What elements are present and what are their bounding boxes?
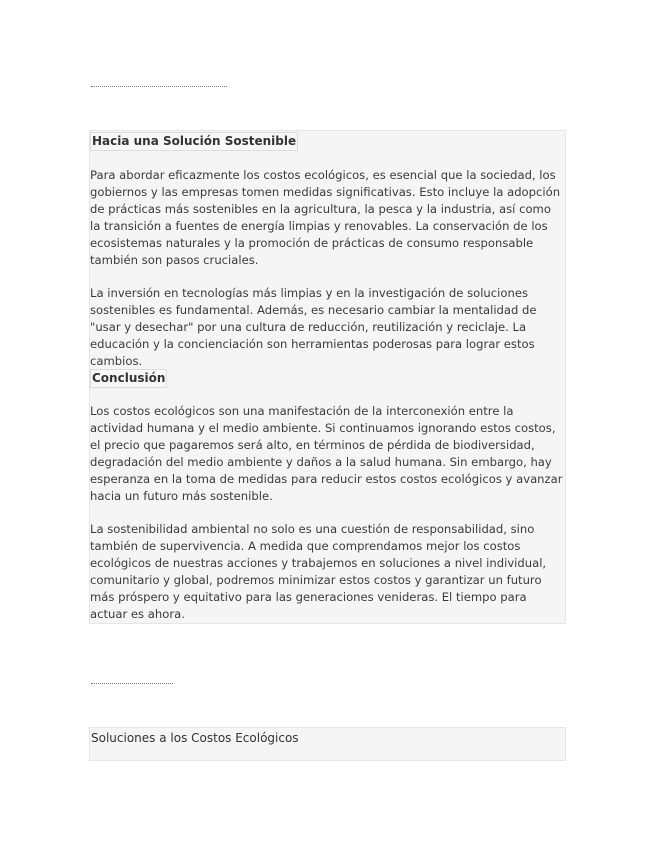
solution-paragraph-1: Para abordar eficazmente los costos ecológicos, es esencial que la sociedad, los gobiernos y las empresas tomen medidas significativas. Esto incluye la adopción de prácticas más sostenibles en la agricultura, la pesca y la industria, así como la transición a fuentes de energía limpias y renovables. La conservación de los ecosistemas naturales y la promoción de prácticas de consumo responsable también son pasos cruciales.	[90, 168, 561, 267]
next-section-title: Soluciones a los Costos Ecológicos	[91, 731, 299, 745]
conclusion-paragraph-1: Los costos ecológicos son una manifestación de la interconexión entre la actividad humana y el medio ambiente. Si continuamos ignorando estos costos, el precio que pagaremos será alto, en términos de pérdida de biodiversidad, degradación del medio ambiente y daños a la salud humana. Sin embargo, hay esperanza en la toma de medidas para reducir estos costos ecológicos y avanzar hacia un futuro más sostenible.	[90, 404, 563, 503]
conclusion-paragraph-2: La sostenibilidad ambiental no solo es una cuestión de responsabilidad, sino también de supervivencia. A medida que comprendamos mejor los costos ecológicos de nuestras acciones y trabajemos en soluciones a nivel individual, comunitario y global, podremos minimizar estos costos y garantizar un futuro más próspero y equitativo para las generaciones venideras. El tiempo para actuar es ahora.	[90, 522, 547, 621]
solution-paragraph-2: La inversión en tecnologías más limpias y en la investigación de soluciones sostenibles es fundamental. Además, es necesario cambiar la mentalidad de "usar y desechar" por una cultura de reducción, reutilización y reciclaje. La educación y la concienciación son herramientas poderosas para lograr estos cambios.	[90, 286, 537, 368]
dotted-separator-bottom	[91, 683, 173, 684]
section-heading-solution: Hacia una Solución Sostenible	[90, 132, 298, 151]
dotted-separator-top	[91, 86, 227, 87]
section-heading-conclusion: Conclusión	[90, 369, 167, 388]
